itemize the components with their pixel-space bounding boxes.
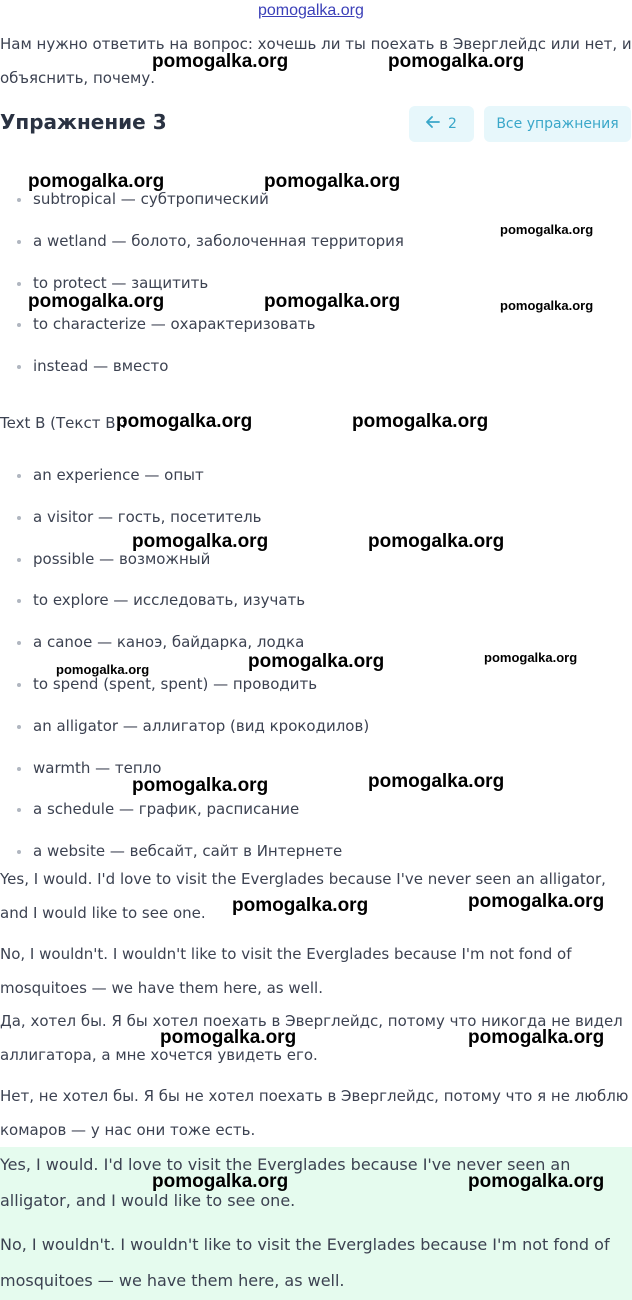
vocabulary-list-a bbox=[0, 185, 632, 394]
answer-yes-en: Yes, I would. I'd love to visit the Everglades because I've never seen an alligator, and I would like to see one. bbox=[0, 870, 606, 922]
watermark: pomogalka.org bbox=[468, 891, 605, 912]
watermark: pomogalka.org bbox=[132, 531, 269, 552]
page-title: Упражнение 3 bbox=[0, 110, 167, 134]
all-exercises-label: Все упражнения bbox=[496, 116, 619, 132]
all-exercises-button[interactable] bbox=[484, 106, 631, 142]
list-item: to characterize — охарактеризовать bbox=[0, 310, 632, 352]
watermark: pomogalka.org bbox=[28, 171, 165, 192]
list-item: instead — вместо bbox=[0, 352, 632, 394]
previous-exercise-button[interactable] bbox=[409, 106, 474, 142]
list-item: to explore — исследовать, изучать bbox=[0, 586, 632, 628]
watermark: pomogalka.org bbox=[28, 291, 165, 312]
list-item: to spend (spent, spent) — проводить bbox=[0, 670, 632, 712]
answer-no-en: No, I wouldn't. I wouldn't like to visit the Everglades because I'm not fond of mosquitoes — we have them here, as well. bbox=[0, 945, 572, 997]
answer-box-yes: Yes, I would. I'd love to visit the Everglades because I've never seen an alligator, and I would like to see one. bbox=[0, 1155, 571, 1210]
list-item: warmth — тепло bbox=[0, 754, 632, 796]
list-item: subtropical — субтропический bbox=[0, 185, 632, 227]
previous-exercise-label: 2 bbox=[448, 116, 457, 132]
list-item: a canoe — каноэ, байдарка, лодка bbox=[0, 628, 632, 670]
watermark: pomogalka.org bbox=[248, 651, 385, 672]
watermark: pomogalka.org bbox=[388, 51, 525, 72]
text-b-label: Text B (Текст B): bbox=[0, 414, 127, 432]
watermark: pomogalka.org bbox=[56, 662, 150, 677]
list-item: a schedule — график, расписание bbox=[0, 795, 632, 837]
arrow-left-icon bbox=[426, 116, 440, 132]
watermark: pomogalka.org bbox=[368, 531, 505, 552]
intro-text: Нам нужно ответить на вопрос: хочешь ли ты поехать в Эверглейдс или нет, и объяснить, почему. bbox=[0, 35, 632, 87]
list-item: an experience — опыт bbox=[0, 461, 632, 503]
answer-box-no: No, I wouldn't. I wouldn't like to visit the Everglades because I'm not fond of mosquitoes — we have them here, as well. bbox=[0, 1235, 610, 1290]
answer-box bbox=[0, 1147, 632, 1300]
watermark: pomogalka.org bbox=[160, 1027, 297, 1048]
watermark: pomogalka.org bbox=[468, 1027, 605, 1048]
list-item: possible — возможный bbox=[0, 545, 632, 587]
watermark: pomogalka.org bbox=[352, 411, 489, 432]
watermark: pomogalka.org bbox=[468, 1171, 605, 1192]
watermark: pomogalka.org bbox=[152, 51, 289, 72]
watermark: pomogalka.org bbox=[500, 222, 594, 237]
watermark: pomogalka.org bbox=[264, 171, 401, 192]
watermark: pomogalka.org bbox=[232, 895, 369, 916]
watermark: pomogalka.org bbox=[116, 411, 253, 432]
list-item: to protect — защитить bbox=[0, 269, 632, 311]
list-item: a visitor — гость, посетитель bbox=[0, 503, 632, 545]
answer-no-ru: Нет, не хотел бы. Я бы не хотел поехать в Эверглейдс, потому что я не люблю комаров — у нас они тоже есть. bbox=[0, 1087, 629, 1139]
list-item: a website — вебсайт, сайт в Интернете bbox=[0, 837, 632, 879]
watermark: pomogalka.org bbox=[368, 771, 505, 792]
watermark: pomogalka.org bbox=[264, 291, 401, 312]
watermark: pomogalka.org bbox=[500, 298, 594, 313]
list-item: a wetland — болото, заболоченная территория bbox=[0, 227, 632, 269]
watermark: pomogalka.org bbox=[152, 1171, 289, 1192]
watermark-link[interactable]: pomogalka.org bbox=[258, 2, 364, 19]
watermark: pomogalka.org bbox=[484, 650, 578, 665]
answer-yes-ru: Да, хотел бы. Я бы хотел поехать в Эверглейдс, потому что никогда не видел аллигатора, а мне хочется увидеть его. bbox=[0, 1012, 623, 1064]
watermark: pomogalka.org bbox=[132, 775, 269, 796]
list-item: an alligator — аллигатор (вид крокодилов) bbox=[0, 712, 632, 754]
